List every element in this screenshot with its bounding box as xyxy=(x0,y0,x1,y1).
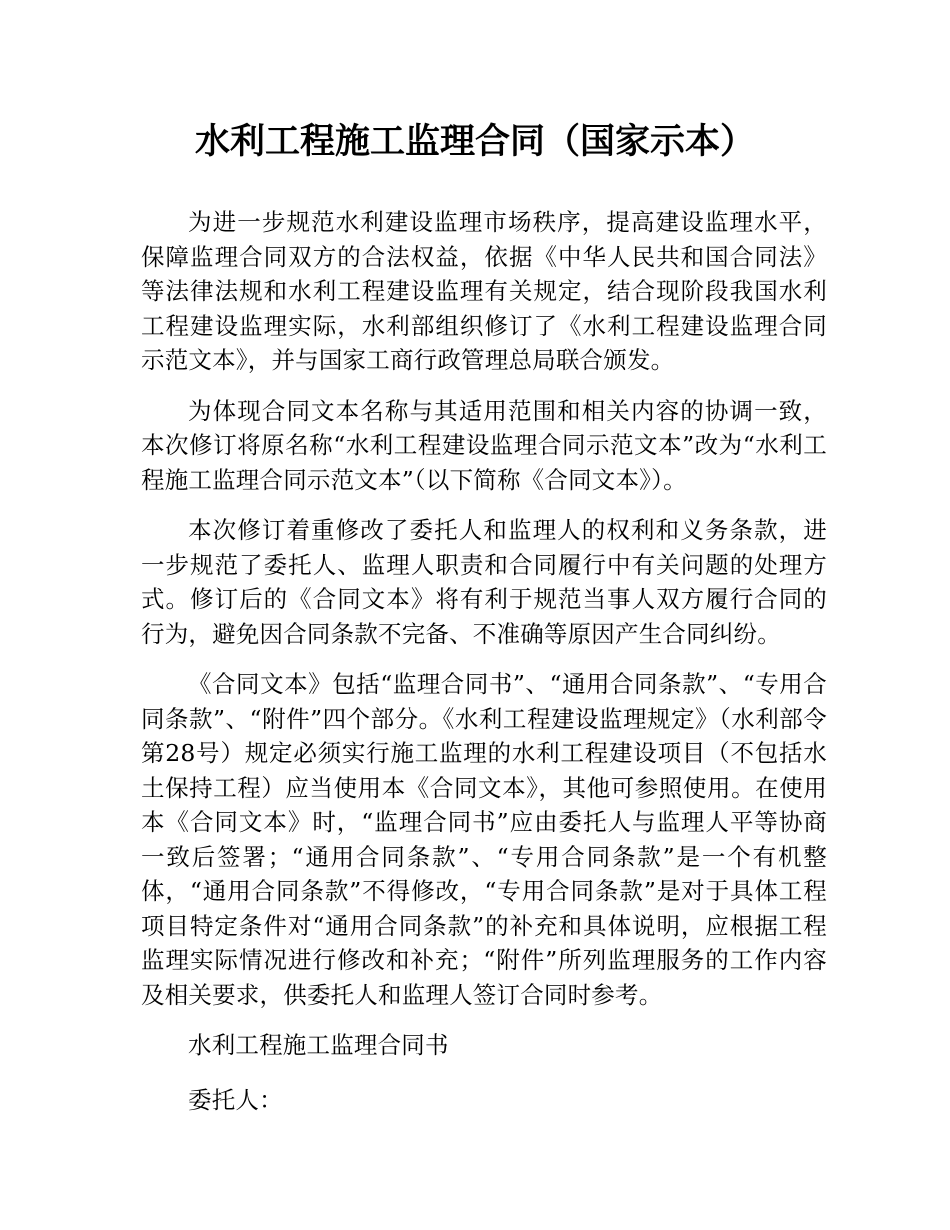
paragraph-revision-focus: 本次修订着重修改了委托人和监理人的权利和义务条款，进一步规范了委托人、监理人职责和合同履行中有关问题的处理方式。修订后的《合同文本》将有利于规范当事人双方履行合同的行为，避免因合同条款不完备、不准确等原因产生合同纠纷。 xyxy=(141,516,827,648)
contract-book-heading: 水利工程施工监理合同书 xyxy=(188,1031,449,1059)
paragraph-contract-parts: 《合同文本》包括“监理合同书”、“通用合同条款”、“专用合同条款”、“附件”四个部分。《水利工程建设监理规定》（水利部令第28号）规定必须实行施工监理的水利工程建设项目（不包括水土保持工程）应当使用本《合同文本》，其他可参照使用。在使用本《合同文本》时，“监理合同书”应由委托人与监理人平等协商一致后签署；“通用合同条款”、“专用合同条款”是一个有机整体，“通用合同条款”不得修改，“专用合同条款”是对于具体工程项目特定条件对“通用合同条款”的补充和具体说明，应根据工程监理实际情况进行修改和补充；“附件”所列监理服务的工作内容及相关要求，供委托人和监理人签订合同时参考。 xyxy=(141,670,827,1009)
client-label: 委托人： xyxy=(188,1085,283,1114)
paragraph-name-change: 为体现合同文本名称与其适用范围和相关内容的协调一致，本次修订将原名称“水利工程建设监理合同示范文本”改为“水利工程施工监理合同示范文本”（以下简称《合同文本》）。 xyxy=(141,396,827,494)
document-title: 水利工程施工监理合同（国家示本） xyxy=(194,122,755,162)
document-body xyxy=(141,205,827,1137)
paragraph-intro: 为进一步规范水利建设监理市场秩序，提高建设监理水平，保障监理合同双方的合法权益，依据《中华人民共和国合同法》等法律法规和水利工程建设监理有关规定，结合现阶段我国水利工程建设监理实际，水利部组织修订了《水利工程建设监理合同示范文本》，并与国家工商行政管理总局联合颁发。 xyxy=(141,208,827,374)
